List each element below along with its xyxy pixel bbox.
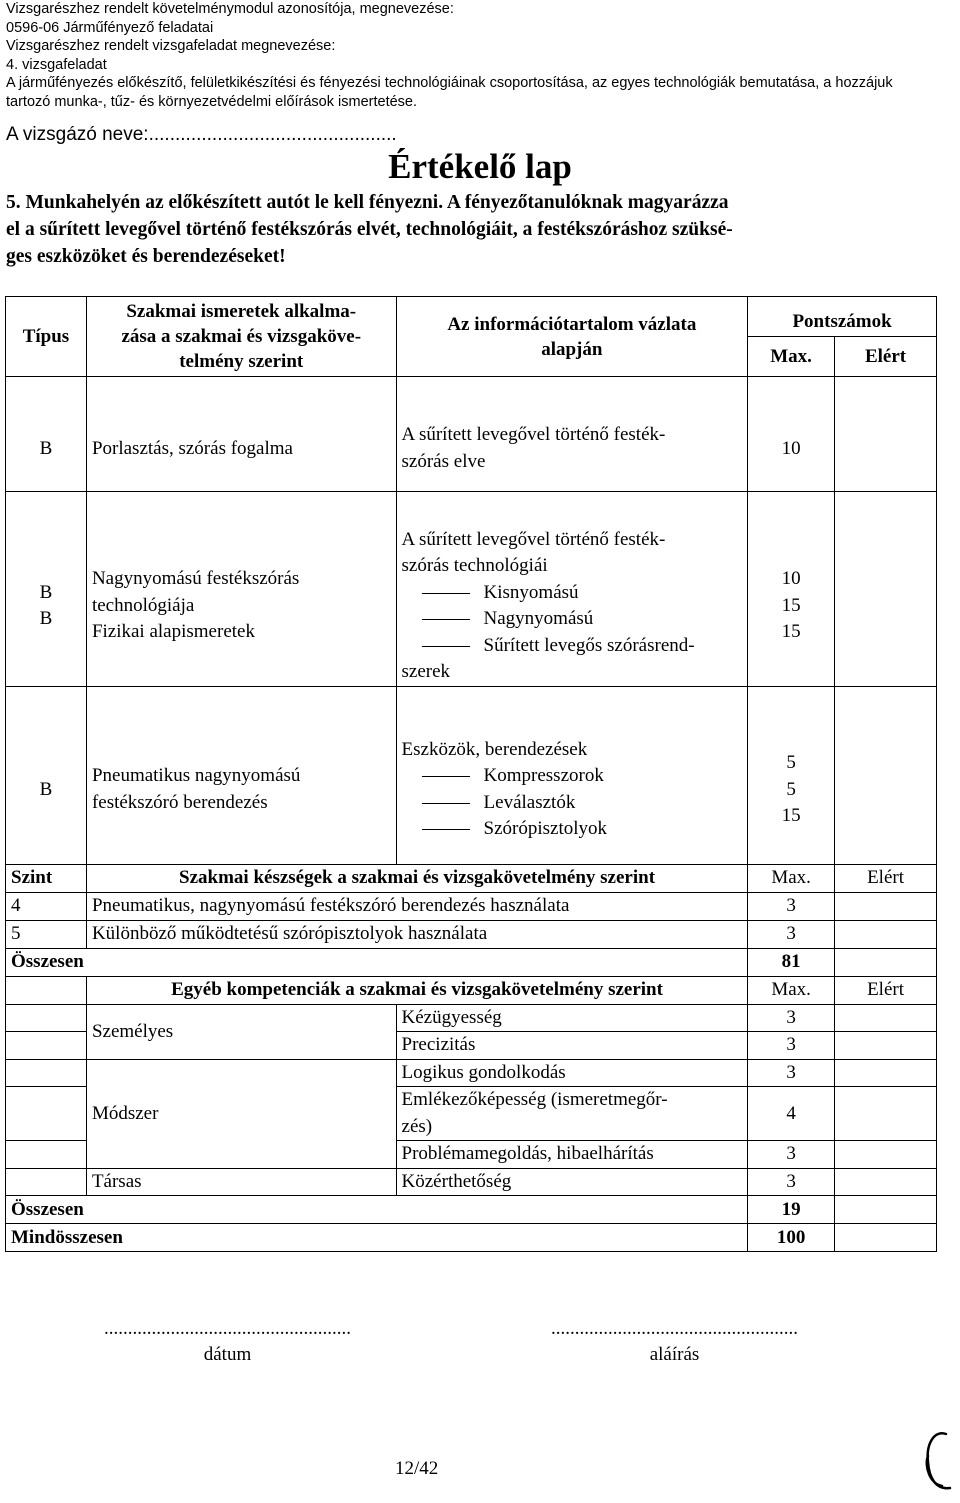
info-cell — [396, 527, 748, 687]
header-line: 0596-06 Járműfényező feladatai — [6, 19, 214, 36]
competency-label — [396, 1059, 748, 1087]
competency-label — [396, 1087, 748, 1141]
skill-achieved — [835, 920, 937, 948]
info-list-text: Kisnyomású — [483, 581, 579, 603]
topic-line: festékszóró berendezés — [91, 791, 268, 813]
info-list-text: Leválasztók — [483, 791, 576, 813]
info-cell — [396, 407, 748, 492]
skill-level: 5 — [6, 920, 87, 948]
topic-line: technológiája — [91, 594, 195, 616]
header-szakmai — [86, 297, 396, 377]
competency-max: 3 — [748, 1141, 835, 1169]
page-title: Értékelő lap — [388, 147, 572, 186]
spacer-cell — [86, 492, 396, 527]
dash-icon — [422, 593, 470, 594]
spacer-cell — [396, 492, 748, 527]
spacer-cell — [748, 492, 835, 527]
competency-group-name: Személyes — [86, 1004, 396, 1059]
competencies-header-row — [6, 976, 937, 1004]
spacer-cell — [86, 686, 396, 716]
spacer-cell — [835, 686, 937, 716]
competency-achieved — [835, 1004, 937, 1032]
sign-label: aláírás — [649, 1344, 700, 1365]
header-info-line: alapján — [541, 338, 603, 360]
info-list-text: Szórópisztolyok — [483, 818, 608, 840]
info-line: szórás technológiái — [401, 555, 548, 576]
type-value: B — [39, 608, 53, 629]
info-list-item — [402, 606, 743, 633]
achieved-points-cell — [835, 407, 937, 492]
page-number: 12/42 — [395, 1458, 439, 1479]
total-row-label: Összesen — [6, 1196, 748, 1224]
type-cell — [6, 407, 87, 492]
competencies-elert-header: Elért — [835, 976, 937, 1004]
total-row — [6, 1196, 937, 1224]
skill-level: 4 — [6, 892, 87, 920]
grand-total-row-achieved — [835, 1224, 937, 1252]
spacer-cell — [396, 686, 748, 716]
grand-total-row-value: 100 — [748, 1224, 835, 1252]
header-line: Vizsgarészhez rendelt vizsgafeladat megnevezése: — [6, 38, 336, 55]
topic-line: Fizikai alapismeretek — [91, 621, 255, 643]
info-line: Eszközök, berendezések — [401, 738, 588, 760]
achieved-points-cell — [835, 716, 937, 864]
header-info — [396, 297, 748, 377]
skills-title-header: Szakmai készségek a szakmai és vizsgakövetelmény szerint — [86, 864, 747, 892]
header-szakmai-line: Szakmai ismeretek alkalma- — [126, 301, 357, 322]
spacer-row — [6, 377, 937, 407]
spacer-cell — [6, 492, 87, 527]
competency-achieved — [835, 1032, 937, 1060]
skills-level-header: Szint — [6, 864, 87, 892]
evaluation-table — [5, 296, 937, 1252]
sign-dots: .................................................... — [551, 1318, 798, 1339]
date-label: dátum — [203, 1344, 252, 1365]
topic-cell — [86, 527, 396, 687]
grand-total-row-label: Mindösszesen — [6, 1224, 748, 1252]
competency-label-line: Problémamegoldás, hibaelhárítás — [401, 1143, 654, 1164]
examinee-name-field: A vizsgázó neve:............................................... — [6, 124, 397, 145]
competency-group-name: Társas — [86, 1168, 396, 1196]
spacer-cell — [748, 686, 835, 716]
header-info-line: Az információtartalom vázlata — [447, 313, 697, 335]
topic-cell — [86, 407, 396, 492]
spacer-cell — [6, 686, 87, 716]
competency-blank-cell — [6, 1168, 87, 1196]
competencies-max-header: Max. — [748, 976, 835, 1004]
task-line: el a sűrített levegővel történő festékszórás elvét, technológiáit, a festékszóráshoz szüksé- — [6, 219, 733, 240]
competency-max: 3 — [748, 1168, 835, 1196]
max-value: 15 — [781, 621, 801, 643]
info-list-item — [402, 790, 743, 817]
knowledge-row — [6, 407, 937, 492]
competency-row — [6, 1168, 937, 1196]
dash-icon — [422, 619, 470, 620]
skills-elert-header: Elért — [835, 864, 937, 892]
competency-achieved — [835, 1087, 937, 1141]
competency-achieved — [835, 1141, 937, 1169]
max-value: 15 — [781, 594, 801, 616]
competency-blank-cell — [6, 1059, 87, 1087]
spacer-cell — [6, 377, 87, 407]
spacer-cell — [748, 377, 835, 407]
total-row-label: Összesen — [6, 948, 748, 976]
dash-icon — [422, 803, 470, 804]
dash-icon — [422, 646, 470, 647]
sign-signature-block — [537, 1318, 812, 1366]
header-elert: Elért — [835, 337, 937, 377]
skill-max: 3 — [748, 892, 835, 920]
skill-label: Különböző működtetésű szórópisztolyok használata — [86, 920, 747, 948]
max-value: 5 — [786, 752, 796, 773]
header-line: Vizsgarészhez rendelt követelménymodul azonosítója, megnevezése: — [6, 1, 454, 17]
competency-achieved — [835, 1059, 937, 1087]
skill-label: Pneumatikus, nagynyomású festékszóró berendezés használata — [86, 892, 747, 920]
competency-label-line: zés) — [401, 1115, 433, 1137]
competency-label-line: Kézügyesség — [401, 1006, 502, 1028]
info-line: A sűrített levegővel történő festék- — [401, 424, 666, 446]
competency-row — [6, 1059, 937, 1087]
competency-max: 3 — [748, 1059, 835, 1087]
topic-cell — [86, 716, 396, 864]
type-value: B — [39, 778, 53, 800]
header-pontszamok: Pontszámok — [748, 297, 937, 337]
header-tipus: Típus — [6, 297, 87, 377]
topic-line: Pneumatikus nagynyomású — [91, 765, 301, 787]
spacer-row — [6, 492, 937, 527]
skills-header-row — [6, 864, 937, 892]
skill-row — [6, 892, 937, 920]
header-line: A járműfényezés előkészítő, felületkikészítési és fényezési technológiáinak csoportosítása, az egyes technológiák bemutatása, a hozzájuk — [6, 75, 893, 92]
info-list-text: Nagynyomású — [483, 608, 594, 629]
max-value: 10 — [781, 568, 801, 590]
max-value: 15 — [781, 805, 801, 826]
skill-row — [6, 920, 937, 948]
total-row-achieved — [835, 1196, 937, 1224]
spacer-row — [6, 686, 937, 716]
competency-label-line: Precizitás — [401, 1034, 476, 1055]
spacer-cell — [835, 377, 937, 407]
info-cell — [396, 716, 748, 864]
table-header-row — [6, 297, 937, 337]
competency-blank-cell — [6, 1004, 87, 1032]
type-value: B — [39, 581, 53, 603]
info-list-text: Kompresszorok — [483, 765, 604, 787]
header-szakmai-line: telmény szerint — [179, 351, 304, 372]
max-points-cell — [748, 527, 835, 687]
knowledge-row — [6, 527, 937, 687]
spacer-cell — [86, 377, 396, 407]
info-list-item — [402, 816, 743, 843]
competency-label — [396, 1004, 748, 1032]
info-line: szerek — [401, 661, 451, 682]
info-list-item — [402, 580, 743, 607]
topic-line: Porlasztás, szórás fogalma — [91, 437, 293, 459]
competency-blank-cell — [6, 1087, 87, 1141]
header-line: tartozó munka-, tűz- és környezetvédelmi előírások ismertetése. — [6, 93, 417, 110]
type-value: B — [39, 437, 53, 459]
dash-icon — [422, 829, 470, 830]
competency-blank-cell — [6, 1141, 87, 1169]
info-line: A sűrített levegővel történő festék- — [401, 528, 666, 550]
competency-label — [396, 1032, 748, 1060]
max-points-cell — [748, 716, 835, 864]
skill-achieved — [835, 892, 937, 920]
total-row-value: 19 — [748, 1196, 835, 1224]
dash-icon — [422, 776, 470, 777]
knowledge-row — [6, 716, 937, 864]
competency-max: 3 — [748, 1004, 835, 1032]
handwritten-mark-icon — [920, 1426, 956, 1498]
spacer-cell — [396, 377, 748, 407]
total-row — [6, 948, 937, 976]
competency-achieved — [835, 1168, 937, 1196]
competency-label-line: Közérthetőség — [401, 1170, 512, 1192]
skills-max-header: Max. — [748, 864, 835, 892]
info-list-text: Sűrített levegős szórásrend- — [483, 634, 695, 656]
competencies-blank-cell — [6, 976, 87, 1004]
task-line: 5. Munkahelyén az előkészített autót le kell fényezni. A fényezőtanulóknak magyarázza — [6, 192, 729, 213]
competency-label-line: Logikus gondolkodás — [401, 1061, 566, 1083]
header-max: Max. — [748, 337, 835, 377]
total-row-value: 81 — [748, 948, 835, 976]
competency-label-line: Emlékezőképesség (ismeretmegőr- — [401, 1089, 668, 1110]
info-list-item — [402, 633, 743, 660]
skill-max: 3 — [748, 920, 835, 948]
grand-total-row — [6, 1224, 937, 1252]
header-line: 4. vizsgafeladat — [6, 56, 107, 73]
achieved-points-cell — [835, 527, 937, 687]
task-description — [6, 189, 906, 270]
max-value: 5 — [786, 778, 796, 800]
competencies-title-header: Egyéb kompetenciák a szakmai és vizsgakövetelmény szerint — [86, 976, 747, 1004]
competency-label — [396, 1168, 748, 1196]
document-header — [6, 0, 893, 112]
info-list-item — [402, 763, 743, 790]
max-points-cell — [748, 407, 835, 492]
date-dots: .................................................... — [104, 1318, 351, 1339]
spacer-cell — [835, 492, 937, 527]
competency-group-name: Módszer — [86, 1059, 396, 1168]
date-signature-block — [90, 1318, 365, 1366]
info-line: szórás elve — [401, 450, 486, 472]
competency-label — [396, 1141, 748, 1169]
competency-blank-cell — [6, 1032, 87, 1060]
type-cell — [6, 527, 87, 687]
competency-row — [6, 1004, 937, 1032]
task-line: ges eszközöket és berendezéseket! — [6, 246, 286, 267]
competency-max: 3 — [748, 1032, 835, 1060]
topic-line: Nagynyomású festékszórás — [91, 568, 300, 590]
type-cell — [6, 716, 87, 864]
header-szakmai-line: zása a szakmai és vizsgaköve- — [121, 326, 362, 347]
total-row-achieved — [835, 948, 937, 976]
max-value: 10 — [781, 437, 801, 459]
competency-max: 4 — [748, 1087, 835, 1141]
